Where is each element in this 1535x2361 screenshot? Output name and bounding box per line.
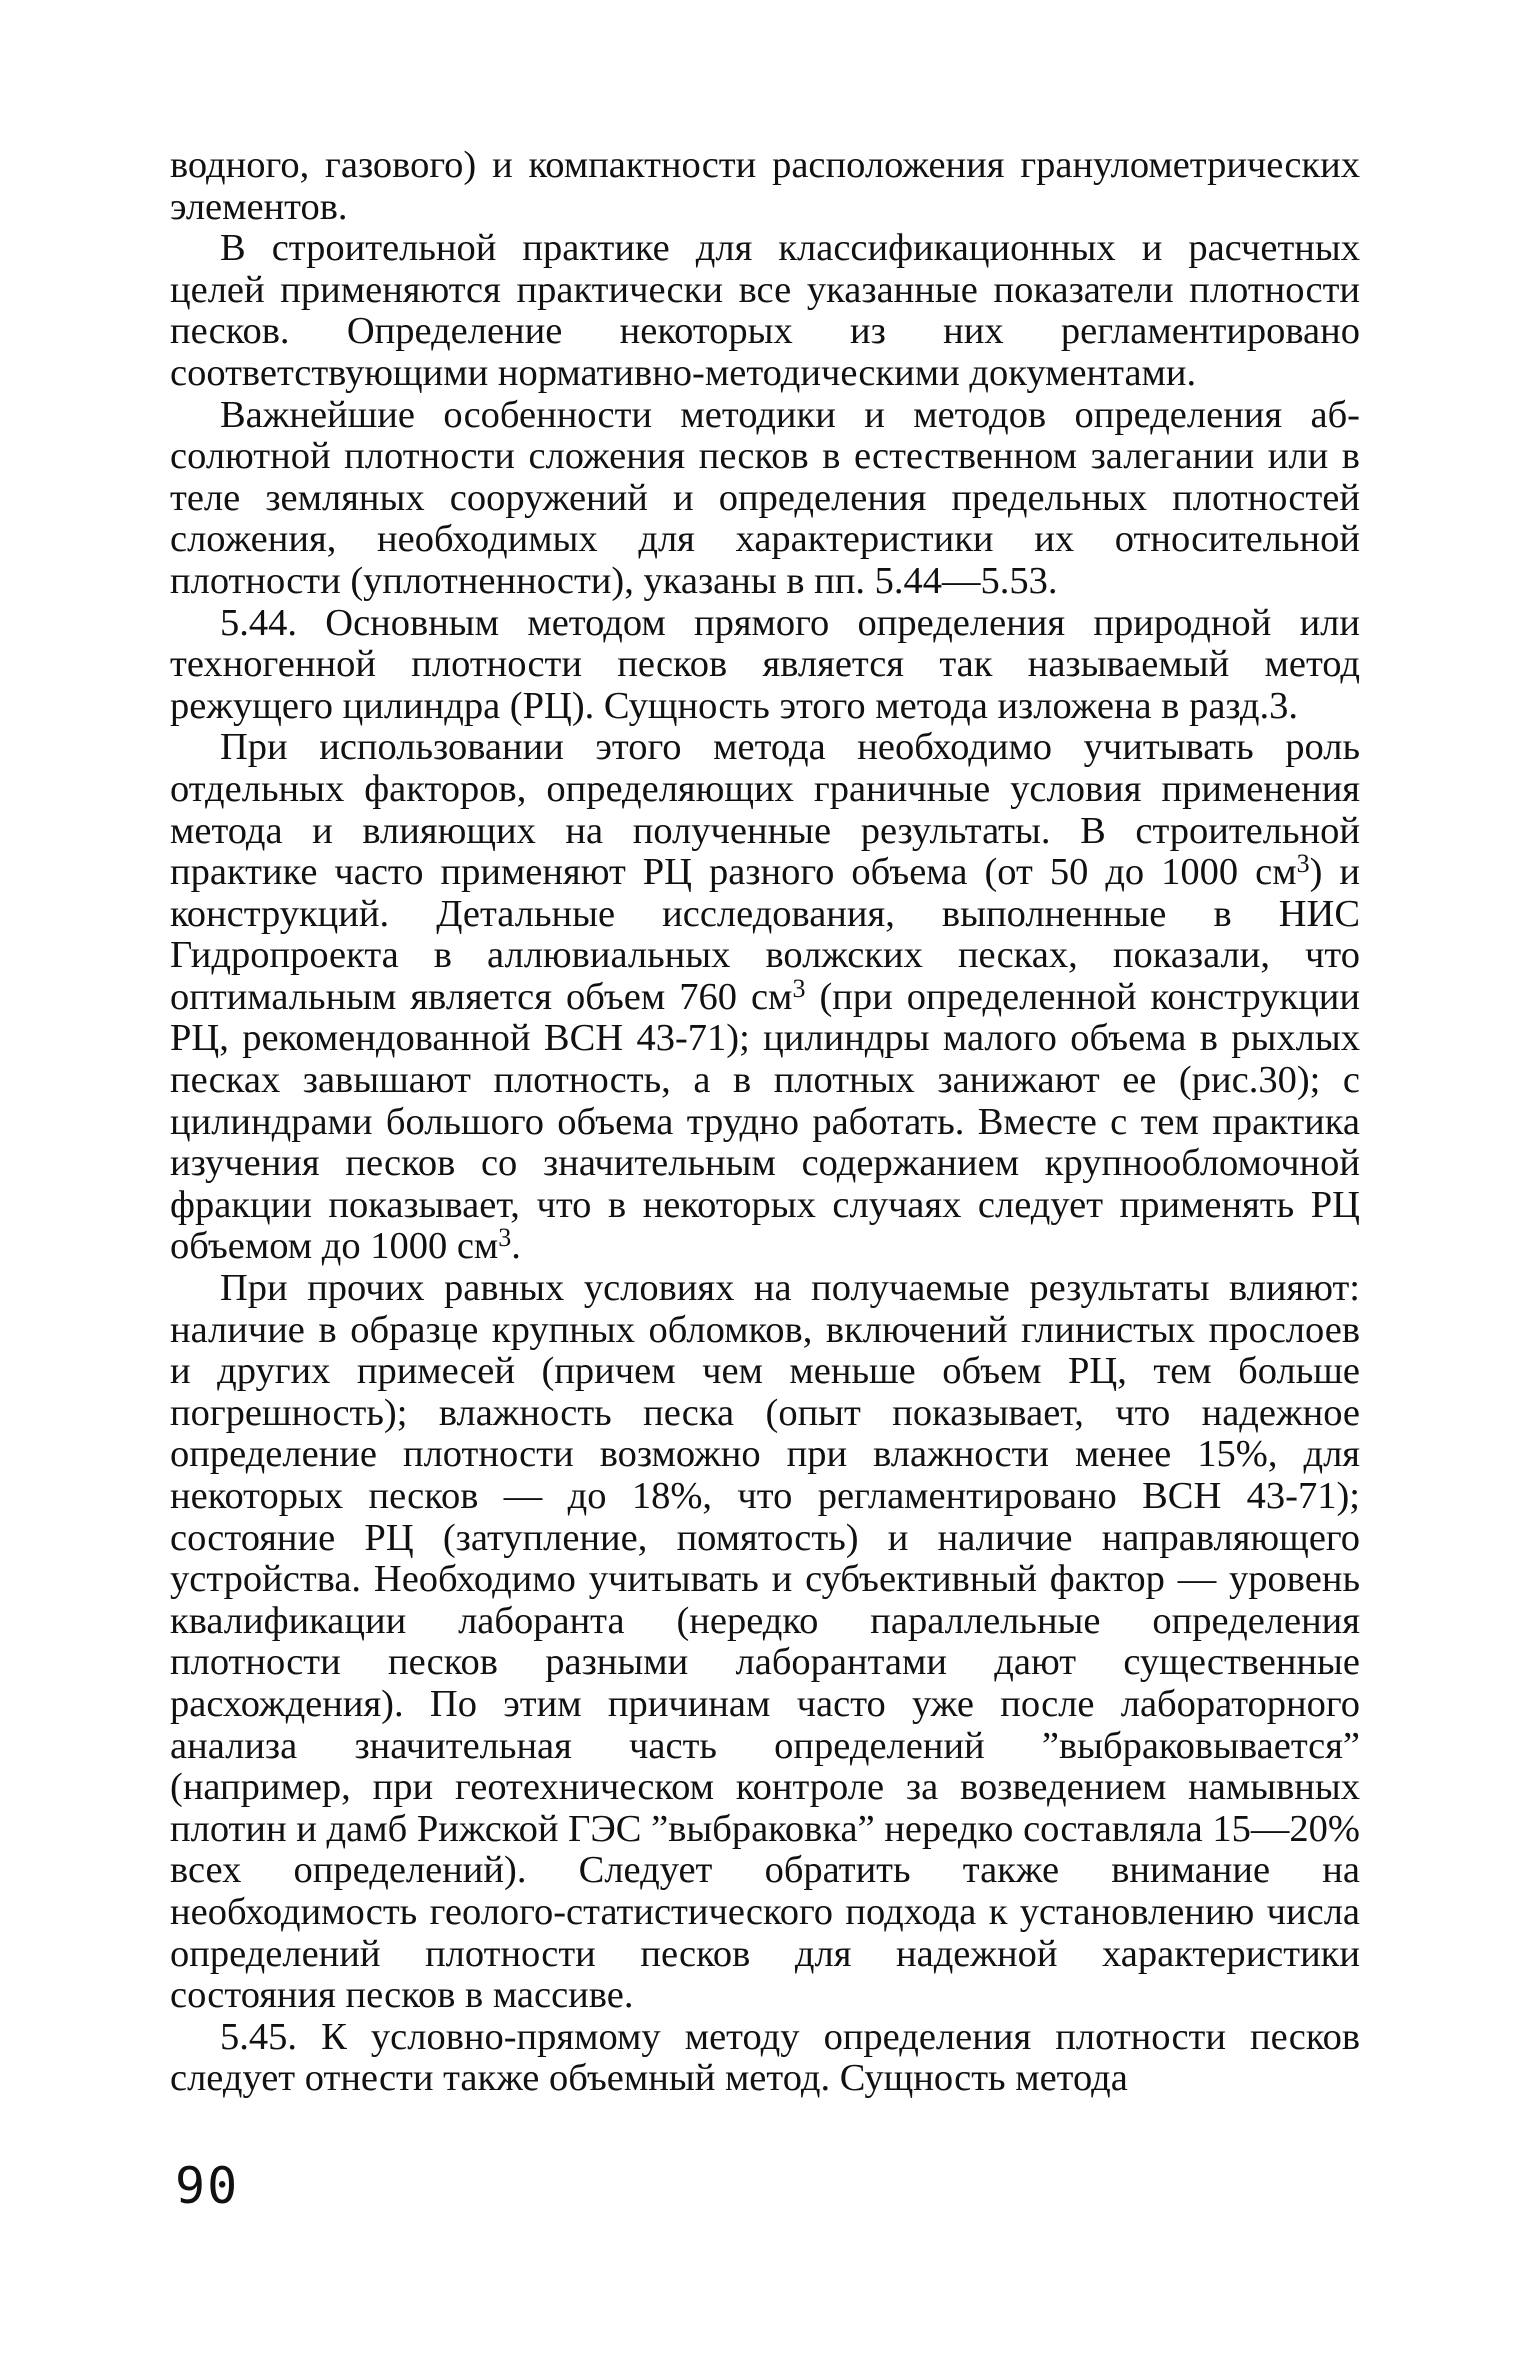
text-segment: (при определенной конструкции РЦ, рекомендованной ВСН 43-71); цилиндры малого объема в рыхлых песках завышают плотность, а в плотных занижают ее (рис.30); с цилиндрами большого объема трудно работать. Вместе с тем практика изучения песков со значительным содержанием крупнообломочной фракции показывает, что в некоторых случаях следует применять РЦ объемом до 1000 см bbox=[170, 975, 1360, 1268]
paragraph bbox=[170, 2017, 1360, 2100]
text-segment: . bbox=[511, 1225, 521, 1268]
paragraph bbox=[170, 145, 1360, 228]
page-number: 90 bbox=[175, 2157, 240, 2215]
text-segment: ) и конструкций. Детальные исследования, выполненные в НИС Гидропроекта в аллювиальных волжских песках, показали, что оптимальным является объем 760 см bbox=[170, 851, 1360, 1018]
text-segment: 5.45. К условно-прямому методу определения плотности песков следует отнести также объемный метод. Сущность метода bbox=[170, 2015, 1360, 2100]
paragraph bbox=[170, 395, 1360, 603]
paragraph bbox=[170, 727, 1360, 1268]
text-segment: При использовании этого метода необходимо учитывать роль отдельных факторов, определяющих граничные условия применения метода и влияющих на полученные результаты. В строительной практике часто применяют РЦ разного объема (от 50 до 1000 см bbox=[170, 726, 1360, 894]
paragraph bbox=[170, 603, 1360, 728]
superscript: 3 bbox=[1296, 849, 1310, 879]
superscript: 3 bbox=[792, 973, 806, 1003]
text-segment: Важнейшие особенности методики и методов определения абсолютной плотности сложения песков в естественном залегании или в теле земляных сооружений и определения предельных плотностей сложения, необходимых для характеристики их относительной плотности (уплотненности), указаны в пп. 5.44—5.53. bbox=[170, 393, 1360, 602]
text-segment: При прочих равных условиях на получаемые результаты влияют: наличие в образце крупных обломков, включений глинистых прослоев и других примесей (причем чем меньше объем РЦ, тем больше погрешность); влажность песка (опыт показывает, что надежное определение плотности возможно при влажности менее 15%, для некоторых песков — до 18%, что регламентировано ВСН 43-71); состояние РЦ (затупление, помятость) и наличие направляющего устройства. Необходимо учитывать и субъективный фактор — уровень квалификации лаборанта (нередко параллельные определения плотности песков разными лаборантами дают существенные расхождения). По этим причинам часто уже после лабораторного анализа значительная часть определений ”выбраковывается” (например, при геотехническом контроле за возведением намывных плотин и дамб Рижской ГЭС ”выбраковка” нередко составляла 15—20% всех определений). Следует обратить также внимание на необходимость геолого-статистического подхода к установлению числа определений плотности песков для надежной характеристики состояния песков в массиве. bbox=[170, 1267, 1360, 2017]
superscript: 3 bbox=[498, 1223, 512, 1253]
text-segment: В строительной практике для классификационных и расчетных целей применяются практически все указанные показатели плотности песков. Определение некоторых из них регламентировано соответствующими нормативно-методическими документами. bbox=[170, 227, 1360, 394]
page-text-block bbox=[170, 145, 1360, 2100]
paragraph bbox=[170, 1268, 1360, 2017]
text-segment: водного, газового) и компактности расположения гранулометрических элементов. bbox=[170, 144, 1360, 228]
text-segment: 5.44. Основным методом прямого определения природной или техногенной плотности песков является так называемый метод режущего цилиндра (РЦ). Сущность этого метода изложена в разд.3. bbox=[170, 601, 1360, 727]
paragraph bbox=[170, 228, 1360, 394]
